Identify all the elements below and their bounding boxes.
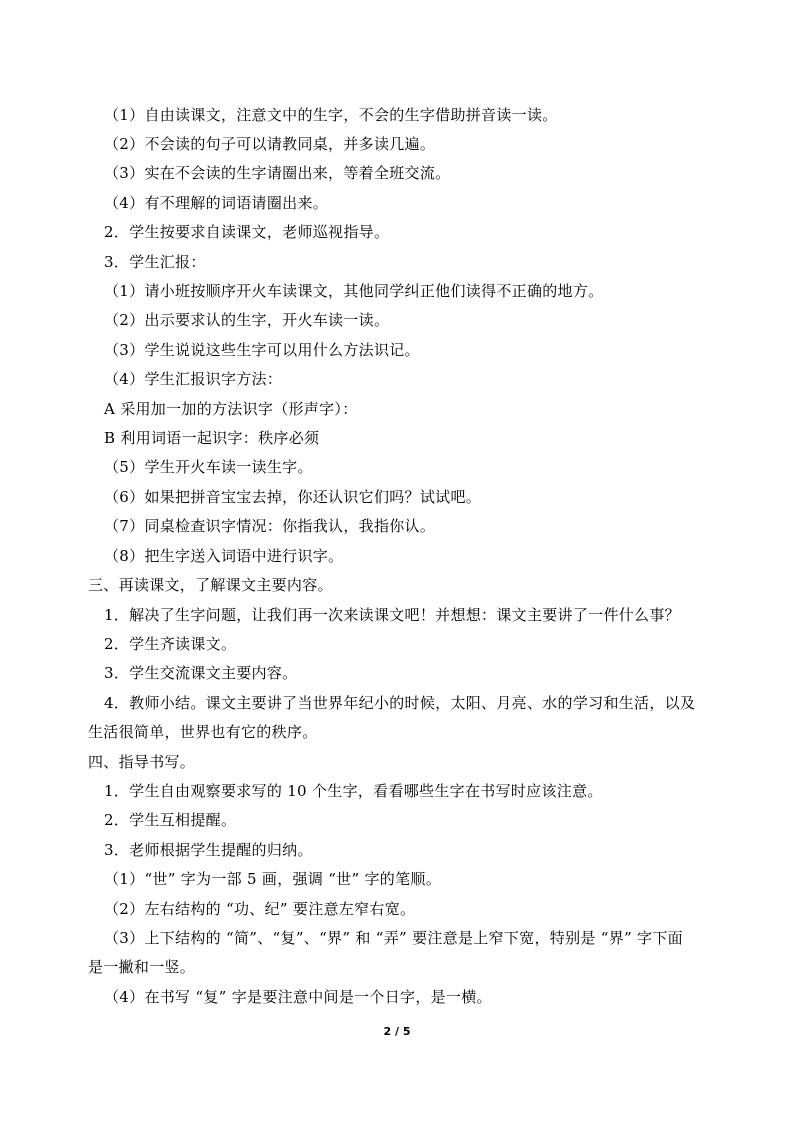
paragraph-line: 3．学生交流课文主要内容。	[104, 664, 298, 682]
paragraph-line: B 利用词语一起识字：秩序必须	[104, 429, 320, 447]
paragraph-line: 2．学生按要求自读课文，老师巡视指导。	[104, 223, 390, 241]
paragraph-line: 2．学生齐读课文。	[104, 635, 237, 653]
paragraph-line: （4）有不理解的词语请圈出来。	[104, 194, 329, 212]
paragraph-line: （3）实在不会读的生字请圈出来，等着全班交流。	[104, 164, 451, 182]
paragraph-line: （4）学生汇报识字方法：	[104, 370, 283, 388]
paragraph-line: 生活很简单，世界也有它的秩序。	[88, 723, 318, 741]
paragraph-line: （8）把生字送入词语中进行识字。	[104, 547, 344, 565]
paragraph-line: （2）左右结构的 “功、纪” 要注意左窄右宽。	[104, 900, 416, 918]
paragraph-line: A 采用加一加的方法识字（形声字）：	[104, 400, 358, 418]
paragraph-line: （1）“世” 字为一部 5 画，强调 “世” 字的笔顺。	[104, 870, 442, 888]
section-heading: 三、再读课文，了解课文主要内容。	[88, 576, 333, 594]
paragraph-line: 1．学生自由观察要求写的 10 个生字，看看哪些生字在书写时应该注意。	[104, 782, 603, 800]
paragraph-line: （2）出示要求认的生字，开火车读一读。	[104, 311, 390, 329]
paragraph-line: （4）在书写 “复” 字是要注意中间是一个日字，是一横。	[104, 988, 492, 1006]
paragraph-line: 是一撇和一竖。	[88, 958, 196, 976]
paragraph-line: （6）如果把拼音宝宝去掉，你还认识它们吗？试试吧。	[104, 488, 482, 506]
paragraph-line: （2）不会读的句子可以请教同桌，并多读几遍。	[104, 135, 436, 153]
page-number: 2 / 5	[383, 1025, 411, 1038]
paragraph-line: 3．老师根据学生提醒的归纳。	[104, 841, 313, 859]
paragraph-line: 4．教师小结。课文主要讲了当世界年纪小的时候，太阳、月亮、水的学习和生活，以及	[104, 694, 696, 712]
section-heading: 四、指导书写。	[88, 753, 196, 771]
paragraph-line: 1．解决了生字问题，让我们再一次来读课文吧！并想想：课文主要讲了一件什么事？	[104, 606, 680, 624]
paragraph-line: 2．学生互相提醒。	[104, 811, 237, 829]
paragraph-line: （3）学生说说这些生字可以用什么方法识记。	[104, 341, 420, 359]
paragraph-line: （5）学生开火车读一读生字。	[104, 458, 313, 476]
paragraph-line: （3）上下结构的 “简”、“复”、“界” 和 “弄” 要注意是上窄下宽，特别是 “界” 字下面	[104, 929, 683, 947]
paragraph-line: 3．学生汇报：	[104, 253, 206, 271]
paragraph-line: （1）自由读课文，注意文中的生字，不会的生字借助拼音读一读。	[104, 106, 558, 124]
paragraph-line: （1）请小班按顺序开火车读课文，其他同学纠正他们读得不正确的地方。	[104, 282, 604, 300]
paragraph-line: （7）同桌检查识字情况：你指我认，我指你认。	[104, 517, 436, 535]
